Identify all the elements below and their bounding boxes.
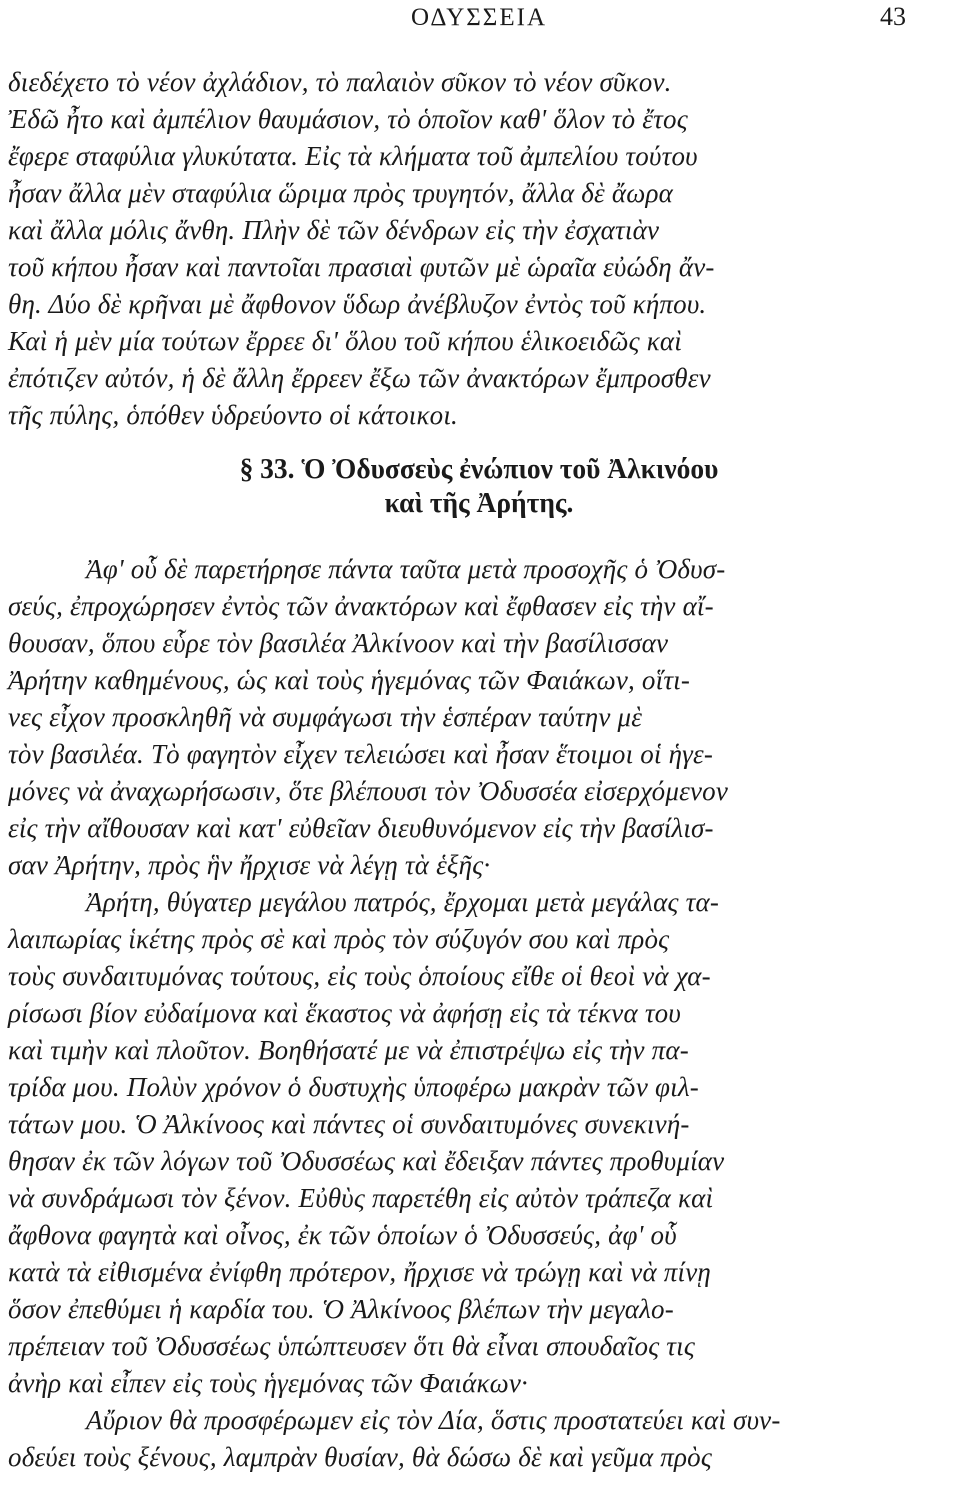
text-line: τρίδα μου. Πολὺν χρόνον ὁ δυστυχὴς ὑποφέρω μακρὰν τῶν φιλ- [8,1072,699,1102]
text-line: Ἀρήτην καθημένους, ὡς καὶ τοὺς ἡγεμόνας τῶν Φαιάκων, οἵτι- [8,665,691,695]
text-line: θη. Δύο δὲ κρῆναι μὲ ἄφθονον ὕδωρ ἀνέβλυζον ἐντὸς τοῦ κήπου. [8,289,707,319]
text-line: ἔφερε σταφύλια γλυκύτατα. Εἰς τὰ κλήματα τοῦ ἀμπελίου τούτου [8,141,698,171]
text-line: Αὔριον θὰ προσφέρωμεν εἰς τὸν Δία, ὅστις προστατεύει καὶ συν- [86,1405,781,1435]
text-line: σεύς, ἐπροχώρησεν ἐντὸς τῶν ἀνακτόρων καὶ ἔφθασεν εἰς τὴν αἴ- [8,591,714,621]
text-line: θησαν ἐκ τῶν λόγων τοῦ Ὀδυσσέως καὶ ἔδειξαν πάντες προθυμίαν [8,1146,725,1176]
text-line: οδεύει τοὺς ξένους, λαμπρὰν θυσίαν, θὰ δώσω δὲ καὶ γεῦμα πρὸς [8,1442,713,1472]
text-line: Ἀρήτη, θύγατερ μεγάλου πατρός, ἔρχομαι μετὰ μεγάλας τα- [86,887,720,917]
text-line: τὸν βασιλέα. Τὸ φαγητὸν εἶχεν τελειώσει καὶ ἦσαν ἕτοιμοι οἱ ἡγε- [8,739,714,769]
text-line: νὰ συνδράμωσι τὸν ξένον. Εὐθὺς παρετέθη εἰς αὐτὸν τράπεζα καὶ [8,1183,714,1213]
text-line: τοῦ κήπου ἦσαν καὶ παντοῖαι πρασιαὶ φυτῶν μὲ ὡραῖα εὐώδη ἄν- [8,252,715,282]
text-line: ἀνὴρ καὶ εἶπεν εἰς τοὺς ἡγεμόνας τῶν Φαιάκων· [8,1368,528,1398]
text-line: διεδέχετο τὸ νέον ἀχλάδιον, τὸ παλαιὸν σῦκον τὸ νέον σῦκον. [8,67,672,97]
section-heading-line2: καὶ τῆς Ἀρήτης. [384,488,574,519]
page-number: 43 [880,2,906,31]
text-line: κατὰ τὰ εἰθισμένα ἐνίφθη πρότερον, ἤρχισε νὰ τρώγῃ καὶ νὰ πίνῃ [8,1257,712,1287]
running-title: ΟΔΥΣΣΕΙΑ [411,4,547,31]
text-line: τῆς πύλης, ὁπόθεν ὑδρεύοντο οἱ κάτοικοι. [8,400,458,430]
text-line: πρέπειαν τοῦ Ὀδυσσέως ὑπώπτευσεν ὅτι θὰ εἶναι σπουδαῖος τις [8,1331,696,1361]
text-line: μόνες νὰ ἀναχωρήσωσιν, ὅτε βλέπουσι τὸν Ὀδυσσέα εἰσερχόμενον [8,776,729,806]
text-line: καὶ τιμὴν καὶ πλοῦτον. Βοηθήσατέ με νὰ ἐπιστρέψω εἰς τὴν πα- [8,1035,689,1065]
running-head [0,2,958,42]
text-line: εἰς τὴν αἴθουσαν καὶ κατ' εὐθεῖαν διευθυνόμενον εἰς τὴν βασίλισ- [8,813,714,843]
text-line: ἐπότιζεν αὐτόν, ἡ δὲ ἄλλη ἔρρεεν ἔξω τῶν ἀνακτόρων ἔμπροσθεν [8,363,711,393]
text-line: ὅσον ἐπεθύμει ἡ καρδία του. Ὁ Ἀλκίνοος βλέπων τὴν μεγαλο- [8,1294,674,1324]
text-line: σαν Ἀρήτην, πρὸς ἣν ἤρχισε νὰ λέγῃ τὰ ἑξῆς· [8,850,491,880]
text-line: τοὺς συνδαιτυμόνας τούτους, εἰς τοὺς ὁποίους εἴθε οἱ θεοὶ νὰ χα- [8,961,711,991]
text-line: Ἀφ' οὗ δὲ παρετήρησε πάντα ταῦτα μετὰ προσοχῆς ὁ Ὀδυσ- [86,554,726,584]
text-line: ἦσαν ἄλλα μὲν σταφύλια ὥριμα πρὸς τρυγητόν, ἄλλα δὲ ἄωρα [8,178,674,208]
text-line: ρίσωσι βίον εὐδαίμονα καὶ ἕκαστος νὰ ἀφήσῃ εἰς τὰ τέκνα του [8,998,681,1028]
text-line: λαιπωρίας ἱκέτης πρὸς σὲ καὶ πρὸς τὸν σύζυγόν σου καὶ πρὸς [8,924,670,954]
text-line: νες εἶχον προσκληθῆ νὰ συμφάγωσι τὴν ἑσπέραν ταύτην μὲ [8,702,643,732]
text-line: καὶ ἄλλα μόλις ἄνθη. Πλὴν δὲ τῶν δένδρων εἰς τὴν ἐσχατιὰν [8,215,660,245]
text-line: Καὶ ἡ μὲν μία τούτων ἔρρεε δι' ὅλου τοῦ κήπου ἑλικοειδῶς καὶ [8,326,682,356]
text-line: θουσαν, ὅπου εὗρε τὸν βασιλέα Ἀλκίνοον καὶ τὴν βασίλισσαν [8,628,669,658]
section-heading-line1: § 33. Ὁ Ὀδυσσεὺς ἐνώπιον τοῦ Ἀλκινόου [239,454,719,485]
text-line: ἄφθονα φαγητὰ καὶ οἶνος, ἐκ τῶν ὁποίων ὁ Ὀδυσσεύς, ἀφ' οὗ [8,1220,677,1250]
text-line: τάτων μου. Ὁ Ἀλκίνοος καὶ πάντες οἱ συνδαιτυμόνες συνεκινή- [8,1109,690,1139]
text-line: Ἐδῶ ἦτο καὶ ἀμπέλιον θαυμάσιον, τὸ ὁποῖον καθ' ὅλον τὸ ἔτος [8,104,688,134]
